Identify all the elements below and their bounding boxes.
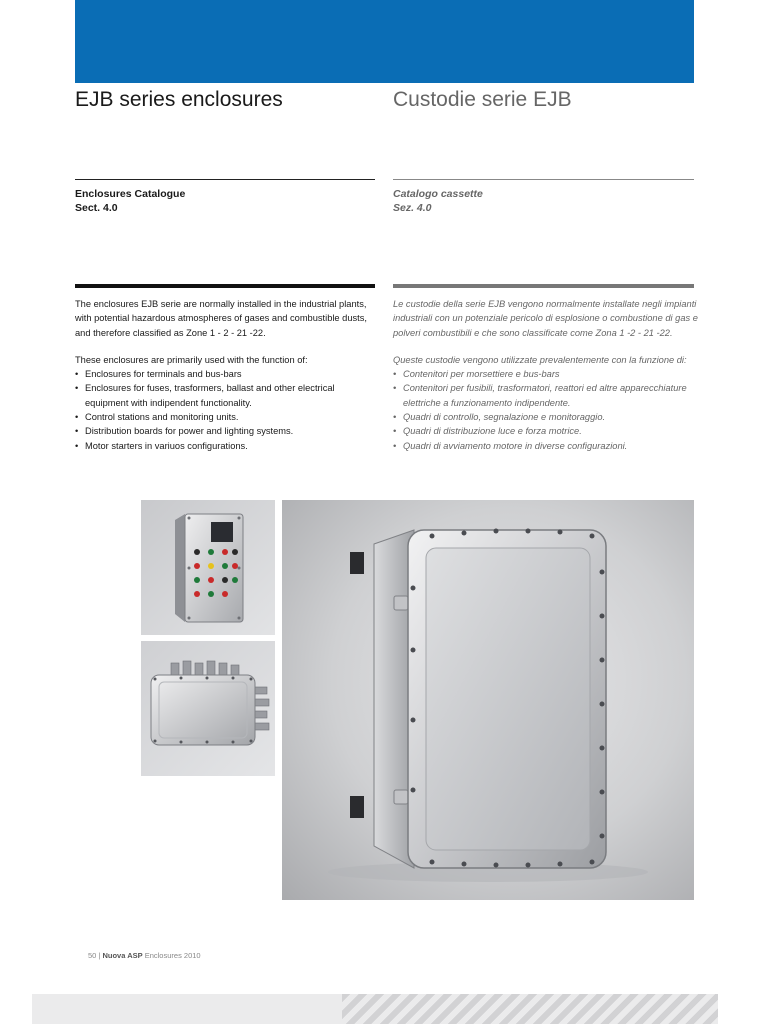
- page-title-english: EJB series enclosures: [75, 88, 283, 111]
- divider-right-thin: [393, 179, 694, 180]
- bullet-item-en: • Motor starters in variuos configurations.: [75, 439, 380, 453]
- page-title-italian: Custodie serie EJB: [393, 88, 572, 111]
- bullet-item-it: • Quadri di controllo, segnalazione e monitoraggio.: [393, 410, 698, 424]
- photo-ejb-enclosure: [282, 500, 694, 900]
- bullet-item-en: • Enclosures for fuses, trasformers, ballast and other electrical equipment with indipendent functionality.: [75, 381, 380, 410]
- body-text-english: [75, 297, 380, 453]
- section-number-it: Sez. 4.0: [393, 202, 432, 214]
- body-text-italian: [393, 297, 698, 453]
- lead-paragraph-en: These enclosures are primarily used with the function of:: [75, 354, 308, 365]
- section-catalogue-en: Enclosures Catalogue: [75, 188, 186, 200]
- section-label-italian: [393, 187, 483, 215]
- divider-right-thick: [393, 284, 694, 288]
- footer-doc-title: Enclosures 2010: [144, 951, 201, 960]
- lead-paragraph-it: Queste custodie vengono utilizzate prevalentemente con la funzione di:: [393, 354, 687, 365]
- divider-left-thick: [75, 284, 375, 288]
- bullet-item-it: • Quadri di distribuzione luce e forza motrice.: [393, 424, 698, 438]
- divider-left-thin: [75, 179, 375, 180]
- section-catalogue-it: Catalogo cassette: [393, 188, 483, 200]
- bullet-item-en: • Distribution boards for power and lighting systems.: [75, 424, 380, 438]
- section-number-en: Sect. 4.0: [75, 202, 118, 214]
- page-number: 50 |: [88, 951, 101, 960]
- intro-paragraph-en: The enclosures EJB serie are normally installed in the industrial plants, with potential hazardous atmospheres of gases and combustible dusts, and therefore classified as Zone 1 - 2 - 21 -22.: [75, 299, 367, 338]
- bullet-item-it: • Contenitori per morsettiere e bus-bars: [393, 367, 698, 381]
- header-blue-band: [75, 0, 694, 83]
- bullet-item-en: • Control stations and monitoring units.: [75, 410, 380, 424]
- photo-control-station: [141, 500, 275, 635]
- photo-terminal-box: [141, 641, 275, 776]
- section-label-english: [75, 187, 185, 215]
- bullet-item-it: • Quadri di avviamento motore in diverse configurazioni.: [393, 439, 698, 453]
- footer-brand: Nuova ASP: [102, 951, 143, 960]
- intro-paragraph-it: Le custodie della serie EJB vengono normalmente installate negli impianti industriali con un potenziale pericolo di esplosione o combustione di gas e polveri combustibili e che sono classificate come Zona 1 -2 - 21 -22.: [393, 299, 698, 338]
- bullet-item-en: • Enclosures for terminals and bus-bars: [75, 367, 380, 381]
- bullet-item-it: • Contenitori per fusibili, trasformatori, reattori ed altre apparecchiature elettriche a funzionamento indipendente.: [393, 381, 698, 410]
- page-footer: [88, 951, 201, 960]
- footer-hatched-pattern: [342, 994, 718, 1024]
